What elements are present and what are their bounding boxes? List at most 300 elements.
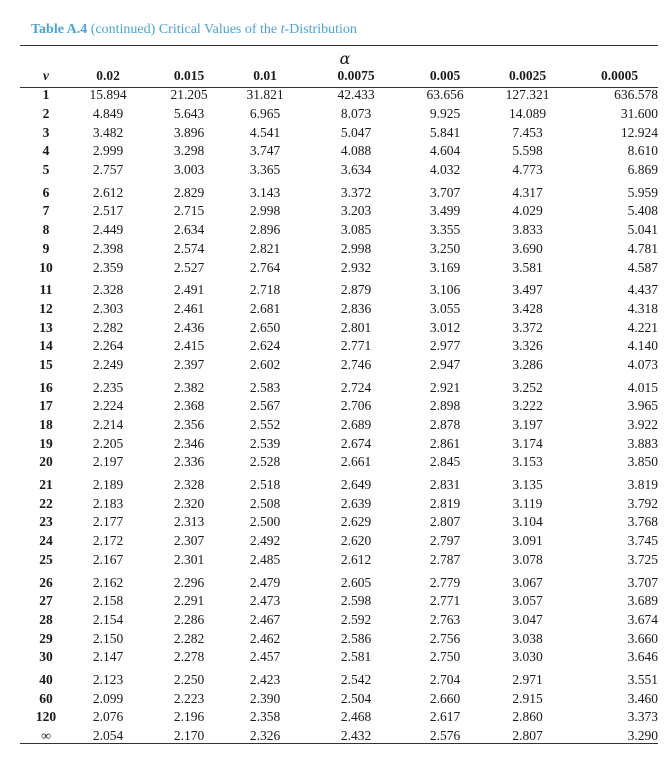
critical-value: 3.067	[512, 574, 543, 590]
table-row	[20, 179, 658, 202]
critical-value: 2.479	[249, 574, 281, 590]
critical-value: 2.172	[92, 533, 124, 549]
critical-value: 2.368	[173, 398, 205, 414]
degrees-of-freedom: 30	[39, 649, 53, 665]
critical-value: 3.690	[512, 240, 543, 256]
critical-value: 2.552	[249, 417, 281, 433]
critical-value: 2.661	[340, 454, 372, 470]
critical-value: 12.924	[620, 124, 658, 140]
table-row	[20, 300, 658, 319]
critical-value: 3.169	[429, 259, 461, 275]
critical-value: 3.428	[512, 300, 543, 316]
critical-value: 2.436	[173, 319, 205, 335]
table-row	[20, 221, 658, 240]
critical-value: 2.076	[92, 709, 124, 725]
critical-value: 2.620	[340, 533, 372, 549]
critical-value: 4.032	[429, 162, 461, 178]
critical-value: 2.724	[340, 379, 372, 395]
critical-value: 2.468	[340, 709, 372, 725]
critical-value: 2.398	[92, 240, 124, 256]
critical-value: 31.821	[246, 87, 284, 103]
table-body	[20, 86, 658, 745]
critical-value: 3.922	[627, 417, 658, 433]
critical-value: 2.567	[249, 398, 281, 414]
table-row	[20, 161, 658, 180]
critical-value: 2.861	[429, 435, 461, 451]
critical-value: 3.252	[512, 379, 543, 395]
degrees-of-freedom: 4	[42, 143, 50, 159]
critical-value: 2.390	[249, 690, 281, 706]
critical-value: 2.286	[173, 611, 205, 627]
critical-value: 2.326	[249, 728, 281, 744]
critical-value: 127.321	[505, 87, 550, 103]
alpha-header: 0.01	[253, 68, 277, 83]
table-row	[20, 416, 658, 435]
critical-value: 8.073	[340, 106, 372, 122]
table-row	[20, 356, 658, 375]
critical-value: 4.318	[627, 300, 658, 316]
critical-value: 3.143	[249, 184, 281, 200]
critical-value: 2.264	[92, 338, 124, 354]
critical-value: 2.896	[249, 222, 281, 238]
critical-value: 2.197	[92, 454, 124, 470]
table-row	[20, 569, 658, 592]
table-row	[20, 532, 658, 551]
degrees-of-freedom: 29	[39, 630, 53, 646]
critical-value: 2.977	[429, 338, 461, 354]
critical-value: 6.869	[627, 162, 658, 178]
critical-value: 4.317	[512, 184, 543, 200]
critical-value: 2.829	[173, 184, 205, 200]
critical-value: 2.432	[340, 728, 372, 744]
critical-value: 2.462	[249, 630, 281, 646]
critical-value: 3.038	[512, 630, 543, 646]
critical-value: 2.358	[249, 709, 281, 725]
critical-value: 3.373	[627, 709, 658, 725]
critical-value: 2.235	[92, 379, 124, 395]
critical-value: 636.578	[614, 87, 658, 103]
critical-value: 2.150	[92, 630, 124, 646]
critical-value: 3.689	[627, 593, 658, 609]
critical-value: 3.091	[512, 533, 543, 549]
critical-value: 2.915	[512, 690, 543, 706]
critical-value: 3.833	[512, 222, 543, 238]
caption-t-symbol: t	[280, 22, 285, 37]
degrees-of-freedom: 26	[39, 574, 53, 590]
critical-value: 2.467	[249, 611, 281, 627]
critical-value: 2.819	[429, 495, 461, 511]
critical-value: 2.605	[340, 574, 372, 590]
critical-value: 3.883	[627, 435, 658, 451]
critical-value: 3.460	[627, 690, 658, 706]
critical-value: 2.249	[92, 356, 124, 372]
critical-value: 3.850	[627, 454, 658, 470]
alpha-header: 0.02	[96, 68, 120, 83]
critical-value: 3.286	[512, 356, 543, 372]
critical-value: 3.745	[627, 533, 658, 549]
table-row	[20, 629, 658, 648]
critical-value: 2.921	[429, 379, 461, 395]
critical-value: 2.123	[92, 671, 124, 687]
critical-value: 2.650	[249, 319, 281, 335]
table-row	[20, 472, 658, 495]
degrees-of-freedom: 23	[39, 514, 53, 530]
table-row	[20, 551, 658, 570]
table-row	[20, 453, 658, 472]
critical-value: 2.205	[92, 435, 124, 451]
top-rule	[20, 45, 658, 46]
critical-value: 2.681	[249, 300, 281, 316]
critical-value: 3.047	[512, 611, 543, 627]
critical-value: 2.704	[429, 671, 461, 687]
critical-value: 2.612	[92, 184, 124, 200]
degrees-of-freedom: 18	[39, 417, 53, 433]
critical-value: 2.492	[249, 533, 281, 549]
critical-value: 4.773	[512, 162, 543, 178]
critical-value: 2.214	[92, 417, 124, 433]
critical-value: 3.290	[627, 728, 658, 744]
critical-value: 2.099	[92, 690, 124, 706]
critical-value: 2.878	[429, 417, 461, 433]
critical-value: 2.461	[173, 300, 205, 316]
degrees-of-freedom: 40	[39, 671, 53, 687]
critical-value: 2.336	[173, 454, 205, 470]
critical-value: 2.763	[429, 611, 461, 627]
critical-value: 2.660	[429, 690, 461, 706]
critical-value: 4.073	[627, 356, 658, 372]
critical-value: 2.296	[173, 574, 205, 590]
header-row	[20, 66, 658, 86]
critical-value: 3.792	[627, 495, 658, 511]
critical-value: 2.879	[340, 282, 372, 298]
critical-value: 2.415	[173, 338, 205, 354]
table-caption	[31, 22, 357, 38]
table-row	[20, 318, 658, 337]
critical-value: 3.581	[512, 259, 543, 275]
critical-value: 2.423	[249, 671, 281, 687]
critical-value: 2.598	[340, 593, 372, 609]
critical-value: 3.634	[340, 162, 372, 178]
critical-value: 3.078	[512, 551, 543, 567]
critical-value: 2.750	[429, 649, 461, 665]
critical-value: 3.153	[512, 454, 543, 470]
critical-value: 2.491	[173, 282, 205, 298]
critical-value: 4.604	[429, 143, 461, 159]
degrees-of-freedom: 2	[42, 106, 50, 122]
critical-value: 5.959	[627, 184, 658, 200]
degrees-of-freedom: 60	[39, 690, 53, 706]
critical-value: 3.674	[627, 611, 658, 627]
critical-value: 3.057	[512, 593, 543, 609]
critical-value: 2.639	[340, 495, 372, 511]
critical-value: 2.845	[429, 454, 461, 470]
critical-value: 2.807	[512, 728, 543, 744]
critical-value: 2.291	[173, 593, 205, 609]
critical-value: 3.135	[512, 477, 543, 493]
critical-value: 2.998	[340, 240, 372, 256]
critical-value: 2.162	[92, 574, 124, 590]
alpha-symbol: α	[339, 49, 351, 68]
critical-value: 2.500	[249, 514, 281, 530]
critical-value: 2.932	[340, 259, 372, 275]
critical-value: 63.656	[426, 87, 464, 103]
critical-value: 2.801	[340, 319, 372, 335]
table-row	[20, 494, 658, 513]
table-row	[20, 337, 658, 356]
critical-value: 3.372	[340, 184, 372, 200]
critical-value: 3.482	[92, 124, 124, 140]
table-row	[20, 240, 658, 259]
critical-value: 5.047	[340, 124, 372, 140]
critical-value: 42.433	[337, 87, 375, 103]
critical-value: 3.551	[627, 671, 658, 687]
degrees-of-freedom: 8	[42, 222, 50, 238]
critical-value: 3.030	[512, 649, 543, 665]
critical-value: 2.689	[340, 417, 372, 433]
critical-value: 3.055	[429, 300, 461, 316]
critical-value: 2.147	[92, 649, 124, 665]
critical-value: 4.541	[249, 124, 281, 140]
critical-value: 14.089	[508, 106, 547, 122]
critical-value: 3.707	[429, 184, 461, 200]
degrees-of-freedom: 14	[39, 338, 53, 354]
critical-value: 4.088	[340, 143, 372, 159]
critical-value: 2.158	[92, 593, 124, 609]
caption-text-after: -Distribution	[284, 22, 357, 37]
table-row	[20, 86, 658, 105]
critical-value: 2.527	[173, 259, 205, 275]
critical-value: 2.771	[340, 338, 372, 354]
degrees-of-freedom: 22	[39, 495, 53, 511]
critical-value: 3.372	[512, 319, 543, 335]
critical-value: 3.497	[512, 282, 543, 298]
table-row	[20, 434, 658, 453]
critical-value: 2.328	[92, 282, 124, 298]
critical-value: 2.821	[249, 240, 281, 256]
critical-value: 2.797	[429, 533, 461, 549]
critical-value: 2.449	[92, 222, 124, 238]
critical-value: 5.408	[627, 203, 658, 219]
degrees-of-freedom: 20	[39, 454, 53, 470]
critical-value: 3.119	[512, 495, 543, 511]
critical-value: 9.925	[429, 106, 461, 122]
degrees-of-freedom: 17	[39, 398, 53, 414]
table-row	[20, 397, 658, 416]
critical-value: 2.528	[249, 454, 281, 470]
critical-value: 3.499	[429, 203, 461, 219]
degrees-of-freedom: 16	[39, 379, 53, 395]
degrees-of-freedom: 11	[39, 282, 53, 298]
table-row	[20, 689, 658, 708]
table-row	[20, 592, 658, 611]
alpha-header: 0.005	[429, 68, 461, 83]
critical-value: 2.170	[173, 728, 205, 744]
critical-value: 2.346	[173, 435, 205, 451]
critical-value: 2.592	[340, 611, 372, 627]
critical-value: 3.965	[627, 398, 658, 414]
critical-value: 3.819	[627, 477, 658, 493]
critical-value: 2.831	[429, 477, 461, 493]
critical-value: 2.397	[173, 356, 205, 372]
critical-value: 2.746	[340, 356, 372, 372]
critical-value: 2.223	[173, 690, 205, 706]
critical-value: 3.174	[512, 435, 543, 451]
table-row	[20, 142, 658, 161]
critical-value: 3.250	[429, 240, 461, 256]
critical-value: 5.643	[173, 106, 205, 122]
degrees-of-freedom: 3	[42, 124, 50, 140]
critical-value: 2.787	[429, 551, 461, 567]
critical-value: 2.624	[249, 338, 281, 354]
critical-value: 2.764	[249, 259, 281, 275]
critical-value: 3.085	[340, 222, 372, 238]
critical-value: 2.517	[92, 203, 124, 219]
critical-value: 2.715	[173, 203, 205, 219]
critical-value: 4.781	[627, 240, 658, 256]
critical-value: 3.365	[249, 162, 281, 178]
critical-value: 4.437	[627, 282, 658, 298]
critical-value: 2.189	[92, 477, 124, 493]
critical-value: 2.320	[173, 495, 205, 511]
table-row	[20, 611, 658, 630]
critical-value: 2.518	[249, 477, 281, 493]
critical-value: 2.278	[173, 649, 205, 665]
alpha-header: 0.0005	[600, 68, 639, 83]
critical-value: 3.197	[512, 417, 543, 433]
critical-value: 3.768	[627, 514, 658, 530]
critical-value: 2.629	[340, 514, 372, 530]
critical-value: 2.756	[429, 630, 461, 646]
critical-value: 2.771	[429, 593, 461, 609]
critical-value: 2.634	[173, 222, 205, 238]
alpha-header: 0.015	[173, 68, 205, 83]
critical-value: 2.576	[429, 728, 461, 744]
critical-value: 2.359	[92, 259, 124, 275]
critical-value: 2.282	[92, 319, 124, 335]
critical-value: 2.177	[92, 514, 124, 530]
critical-value: 2.898	[429, 398, 461, 414]
critical-value: 3.707	[627, 574, 658, 590]
critical-value: 21.205	[170, 87, 208, 103]
table-label: Table A.4	[31, 22, 88, 37]
critical-value: 3.203	[340, 203, 372, 219]
degrees-of-freedom: 120	[35, 709, 57, 725]
degrees-of-freedom: 7	[42, 203, 50, 219]
table-row	[20, 374, 658, 397]
critical-value: 2.779	[429, 574, 461, 590]
critical-value: 2.539	[249, 435, 281, 451]
critical-value: 2.674	[340, 435, 372, 451]
critical-value: 2.224	[92, 398, 124, 414]
critical-value: 2.971	[512, 671, 543, 687]
critical-value: 2.947	[429, 356, 461, 372]
critical-value: 2.303	[92, 300, 124, 316]
degrees-of-freedom: 28	[39, 611, 53, 627]
degrees-of-freedom: 5	[42, 162, 50, 178]
critical-value: 2.054	[92, 728, 124, 744]
critical-value: 2.508	[249, 495, 281, 511]
degrees-of-freedom: 24	[39, 533, 53, 549]
critical-value: 3.222	[512, 398, 543, 414]
critical-value: 2.154	[92, 611, 124, 627]
critical-value: 7.453	[512, 124, 543, 140]
critical-value: 4.849	[92, 106, 124, 122]
critical-value: 3.104	[512, 514, 543, 530]
alpha-header: 0.0025	[508, 68, 547, 83]
critical-value: 2.583	[249, 379, 281, 395]
table-row	[20, 708, 658, 727]
critical-value: 2.382	[173, 379, 205, 395]
degrees-of-freedom: 10	[39, 259, 53, 275]
table-row	[20, 277, 658, 300]
critical-value: 15.894	[89, 87, 127, 103]
critical-value: 2.183	[92, 495, 124, 511]
table-row	[20, 123, 658, 142]
critical-value: 2.282	[173, 630, 205, 646]
critical-value: 2.250	[173, 671, 205, 687]
degrees-of-freedom: 27	[39, 593, 53, 609]
critical-value: 2.757	[92, 162, 124, 178]
critical-value: 2.473	[249, 593, 281, 609]
critical-value: 3.003	[173, 162, 205, 178]
critical-value: 8.610	[627, 143, 658, 159]
critical-value: 2.581	[340, 649, 372, 665]
critical-value: 2.196	[173, 709, 205, 725]
critical-value: 5.041	[627, 222, 658, 238]
table-row	[20, 727, 658, 746]
critical-value: 3.298	[173, 143, 205, 159]
degrees-of-freedom: 13	[39, 319, 53, 335]
critical-value: 2.328	[173, 477, 205, 493]
degrees-of-freedom: 1	[42, 87, 50, 103]
degrees-of-freedom: 21	[39, 477, 53, 493]
table-row	[20, 258, 658, 277]
critical-value: 4.221	[627, 319, 658, 335]
critical-value: 2.860	[512, 709, 543, 725]
critical-value: 2.574	[173, 240, 205, 256]
critical-value: 3.896	[173, 124, 205, 140]
nu-header: v	[43, 68, 49, 83]
critical-value: 2.301	[173, 551, 205, 567]
degrees-of-freedom: 9	[42, 240, 50, 256]
critical-value: 2.617	[429, 709, 461, 725]
degrees-of-freedom: 12	[39, 300, 53, 316]
critical-value: 2.457	[249, 649, 281, 665]
table-row	[20, 513, 658, 532]
critical-value: 2.485	[249, 551, 281, 567]
critical-value: 3.747	[249, 143, 281, 159]
critical-value: 4.015	[627, 379, 658, 395]
degrees-of-freedom: 15	[39, 356, 53, 372]
critical-value: 3.106	[429, 282, 461, 298]
critical-value: 6.965	[249, 106, 281, 122]
critical-value: 4.140	[627, 338, 658, 354]
caption-text-before: (continued) Critical Values of the	[87, 22, 281, 37]
critical-value: 2.504	[340, 690, 372, 706]
critical-value: 3.326	[512, 338, 543, 354]
critical-value: 4.029	[512, 203, 543, 219]
critical-value: 5.598	[512, 143, 543, 159]
table-row	[20, 105, 658, 124]
degrees-of-freedom: 25	[39, 551, 53, 567]
critical-value: 2.602	[249, 356, 281, 372]
critical-value: 2.807	[429, 514, 461, 530]
critical-value: 2.718	[249, 282, 281, 298]
table-row	[20, 202, 658, 221]
critical-value: 2.542	[340, 671, 372, 687]
critical-value: 2.999	[92, 143, 124, 159]
degrees-of-freedom: 19	[39, 435, 53, 451]
